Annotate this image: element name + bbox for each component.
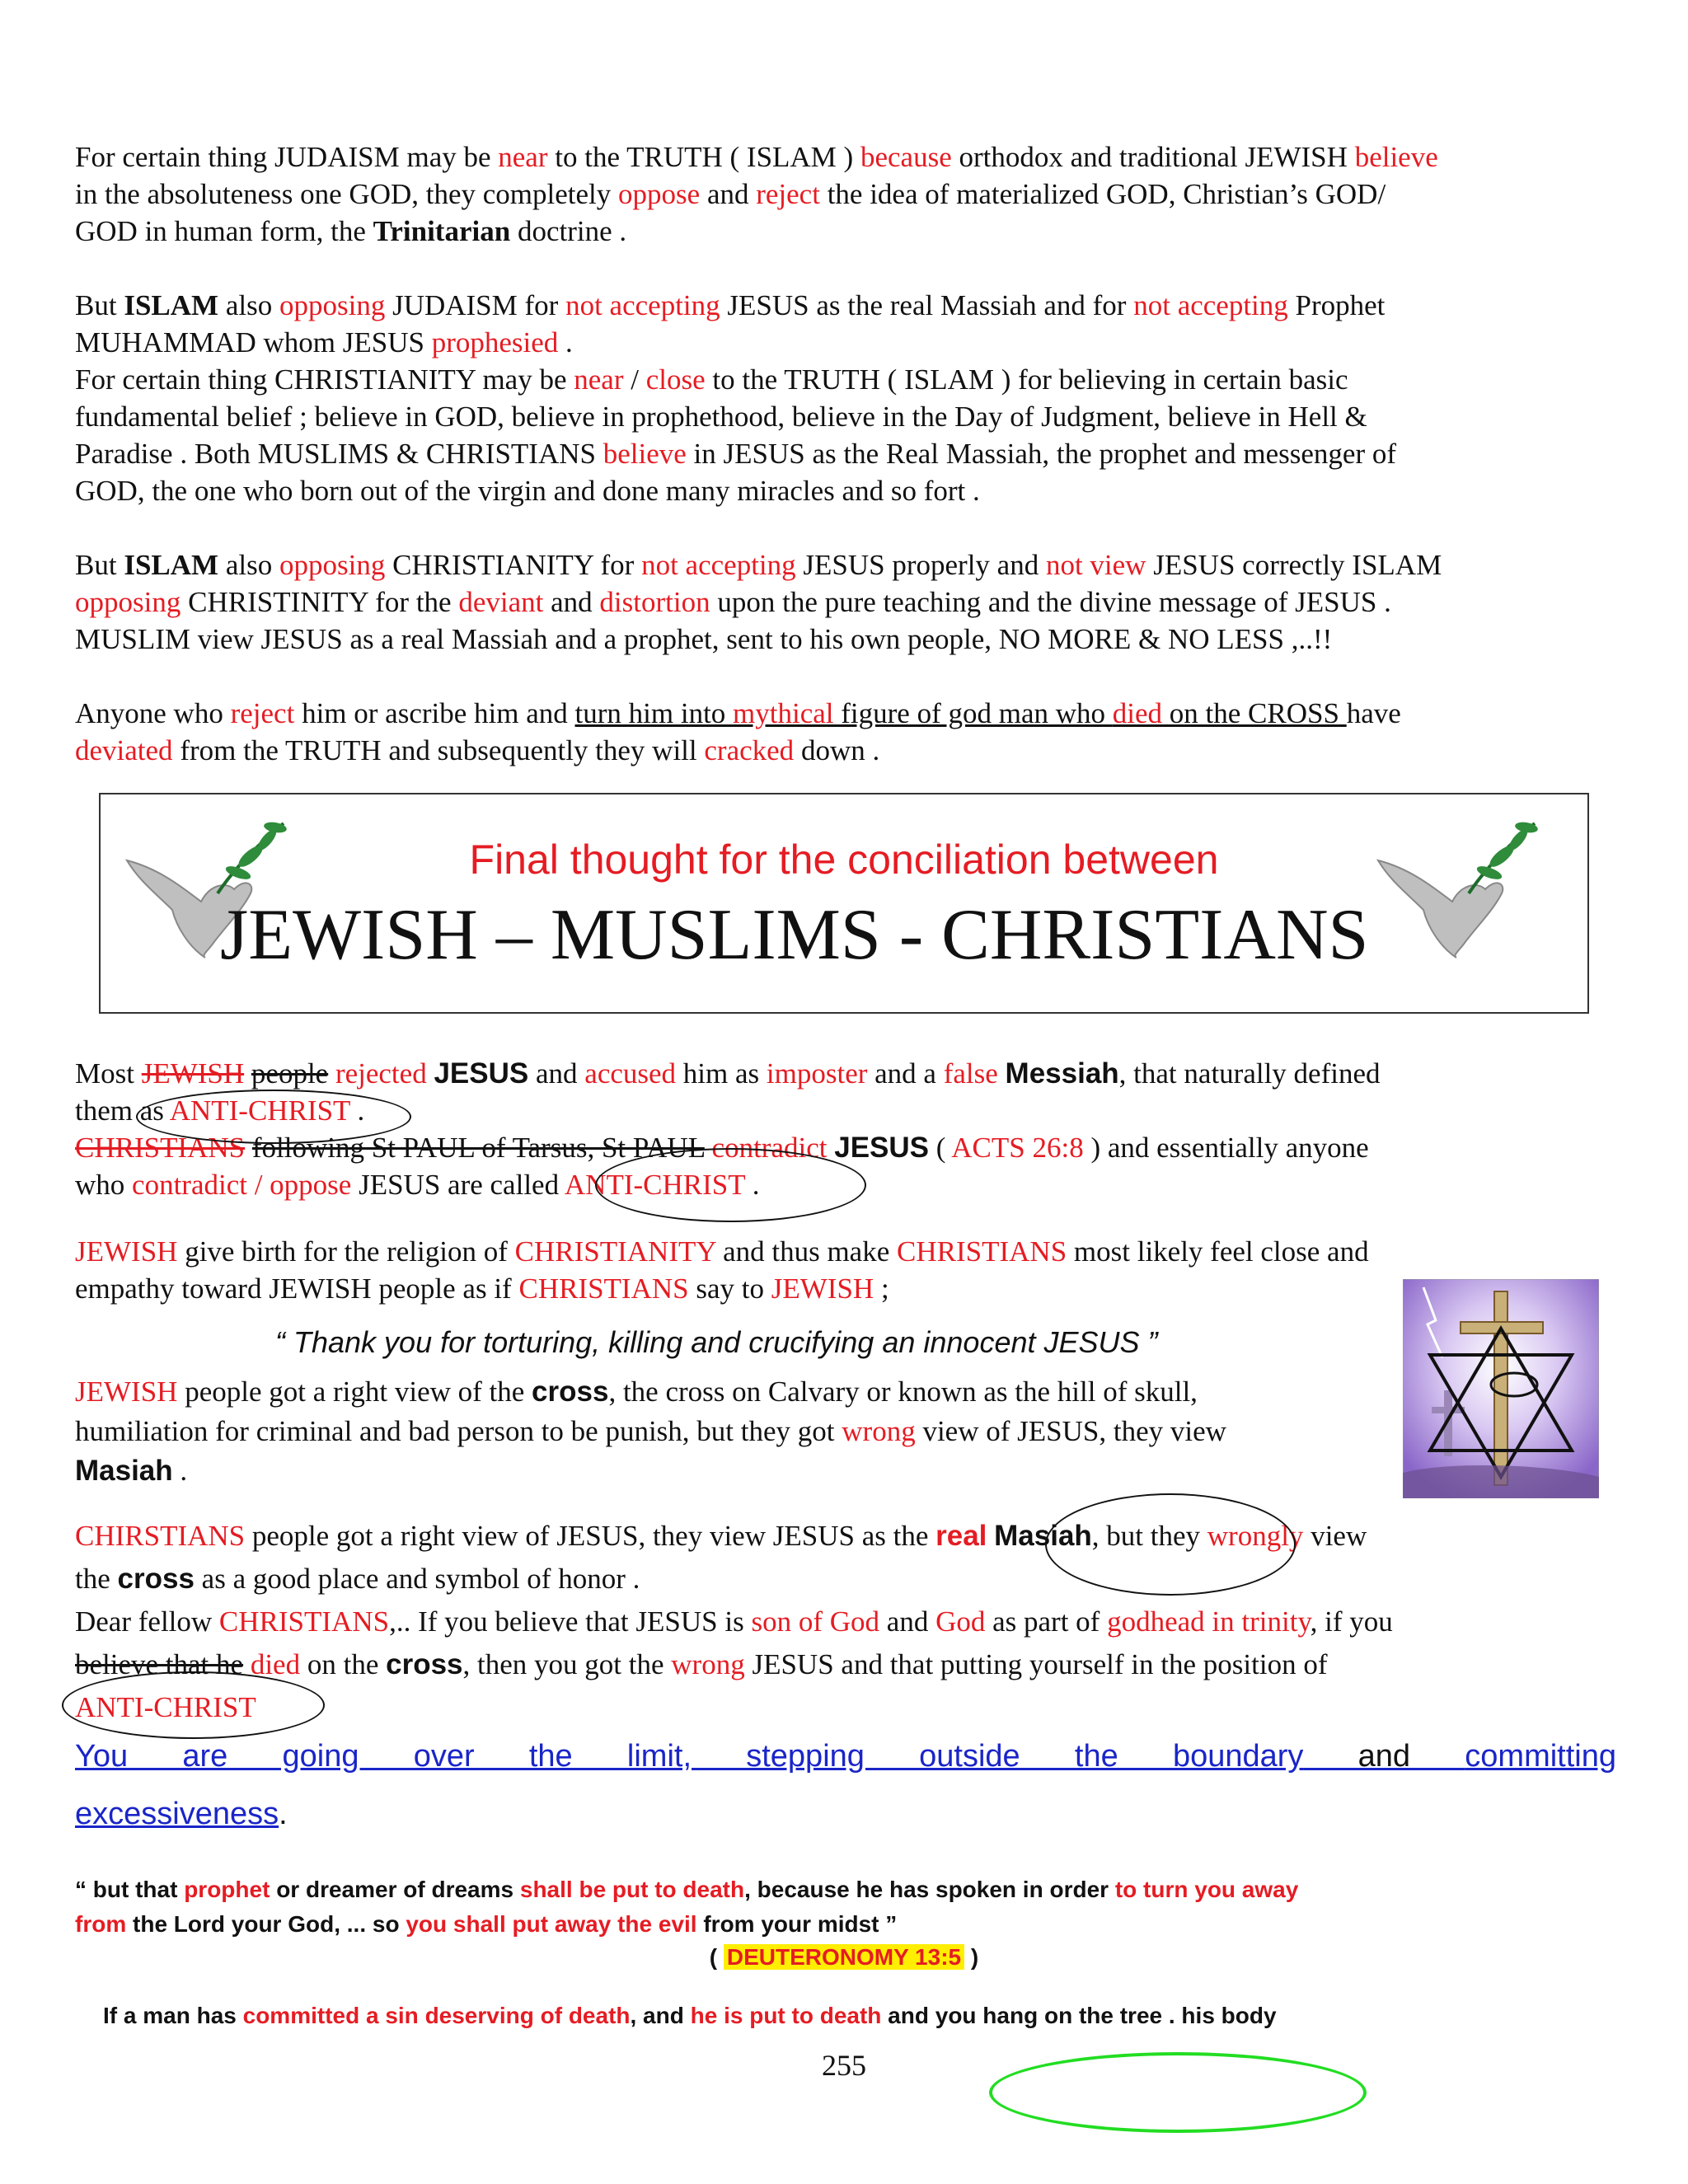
- text-line: from the Lord your God, ... so you shall put away the evil from your midst ”: [75, 1911, 898, 1937]
- text-line: who contradict / oppose JESUS are called ANTI-CHRIST .: [75, 1169, 760, 1201]
- text-line: MUSLIM view JESUS as a real Massiah and a prophet, sent to his own people, NO MORE & NO LESS ,..!!: [75, 623, 1333, 655]
- banner-subtitle: Final thought for the conciliation between: [469, 837, 1219, 883]
- text-line: CHRISTIANS following St PAUL of Tarsus, St PAUL contradict JESUS ( ACTS 26:8 ) and essentially anyone: [75, 1132, 1369, 1164]
- paragraph-jewish-christianity: [75, 1233, 1598, 1307]
- text-line: believe that he died on the cross, then you got the wrong JESUS and that putting yourself in the position of: [75, 1648, 1328, 1680]
- deuteronomy-reference: ( DEUTERONOMY 13:5 ): [709, 1944, 979, 1970]
- text-line: “ but that prophet or dreamer of dreams shall be put to death, because he has spoken in order to turn you away: [75, 1877, 1299, 1902]
- text-line: For certain thing JUDAISM may be near to the TRUTH ( ISLAM ) because orthodox and traditional JEWISH believe: [75, 141, 1438, 173]
- text-line: Paradise . Both MUSLIMS & CHRISTIANS believe in JESUS as the Real Massiah, the prophet and messenger of: [75, 438, 1397, 470]
- closing-line: If a man has committed a sin deserving of death, and he is put to death and you hang on the tree . his body: [103, 2003, 1277, 2028]
- text-line: Most JEWISH people rejected JESUS and accused him as imposter and a false Messiah, that naturally defined: [75, 1057, 1381, 1090]
- text-line: opposing CHRISTINITY for the deviant and distortion upon the pure teaching and the divine message of JESUS .: [75, 586, 1391, 618]
- text-line: deviated from the TRUTH and subsequently they will cracked down .: [75, 734, 880, 766]
- paragraph-anti-christ: [75, 1055, 1598, 1203]
- text-line: MUHAMMAD whom JESUS prophesied .: [75, 326, 573, 359]
- banner-title: JEWISH – MUSLIMS - CHRISTIANS: [220, 895, 1369, 975]
- text-line: in the absoluteness one GOD, they completely oppose and reject the idea of materialized GOD, Christian’s GOD/: [75, 178, 1386, 210]
- text-line: fundamental belief ; believe in GOD, believe in prophethood, believe in the Day of Judgment, believe in Hell &: [75, 401, 1367, 433]
- text-line: Anyone who reject him or ascribe him and turn him into mythical figure of god man who died on the CROSS have: [75, 697, 1401, 729]
- page-number: 255: [822, 2049, 866, 2082]
- conciliation-banner: [99, 793, 1589, 1014]
- warning-statement-line1: You are going over the limit, stepping outside the boundary and committing: [75, 1739, 1616, 1774]
- paragraph-christians-view: [75, 1515, 1598, 1729]
- text-line: the cross as a good place and symbol of honor .: [75, 1563, 640, 1595]
- text-line: Masiah .: [75, 1455, 188, 1487]
- text-line: CHIRSTIANS people got a right view of JESUS, they view JESUS as the real Masiah, but they wrongly view: [75, 1520, 1367, 1552]
- text-line: humiliation for criminal and bad person to be punish, but they got wrong view of JESUS, they view: [75, 1415, 1226, 1447]
- text-line: GOD, the one who born out of the virgin and done many miracles and so fort .: [75, 475, 980, 507]
- text-line: empathy toward JEWISH people as if CHRISTIANS say to JEWISH ;: [75, 1272, 889, 1305]
- paragraph-islam-christianity: [75, 546, 1598, 658]
- cross-star-image: [1403, 1279, 1599, 1498]
- text-line: Dear fellow CHRISTIANS,.. If you believe that JESUS is son of God and God as part of godhead in trinity, if you: [75, 1605, 1393, 1638]
- paragraph-cross-view: [75, 1372, 1394, 1491]
- paragraph-anyone: [75, 695, 1598, 769]
- dove-icon: [1362, 811, 1568, 959]
- warning-statement-line2: excessiveness.: [75, 1797, 288, 1831]
- text-line: For certain thing CHRISTIANITY may be near / close to the TRUTH ( ISLAM ) for believing in certain basic: [75, 363, 1348, 396]
- paragraph-judaism: [75, 138, 1598, 250]
- paragraph-islam-judaism: [75, 287, 1598, 509]
- text-line: But ISLAM also opposing JUDAISM for not accepting JESUS as the real Massiah and for not accepting Prophet: [75, 289, 1386, 321]
- text-line: JEWISH people got a right view of the cross, the cross on Calvary or known as the hill of skull,: [75, 1376, 1198, 1408]
- text-line: GOD in human form, the Trinitarian doctrine .: [75, 215, 627, 247]
- text-line: JEWISH give birth for the religion of CHRISTIANITY and thus make CHRISTIANS most likely feel close and: [75, 1235, 1369, 1268]
- italic-quote: “ Thank you for torturing, killing and crucifying an innocent JESUS ”: [275, 1325, 1158, 1359]
- text-line: ANTI-CHRIST: [75, 1691, 256, 1723]
- text-line: But ISLAM also opposing CHRISTIANITY for not accepting JESUS properly and not view JESUS correctly ISLAM: [75, 549, 1442, 581]
- text-line: them as ANTI-CHRIST .: [75, 1094, 365, 1127]
- deuteronomy-quote: [75, 1872, 1598, 1942]
